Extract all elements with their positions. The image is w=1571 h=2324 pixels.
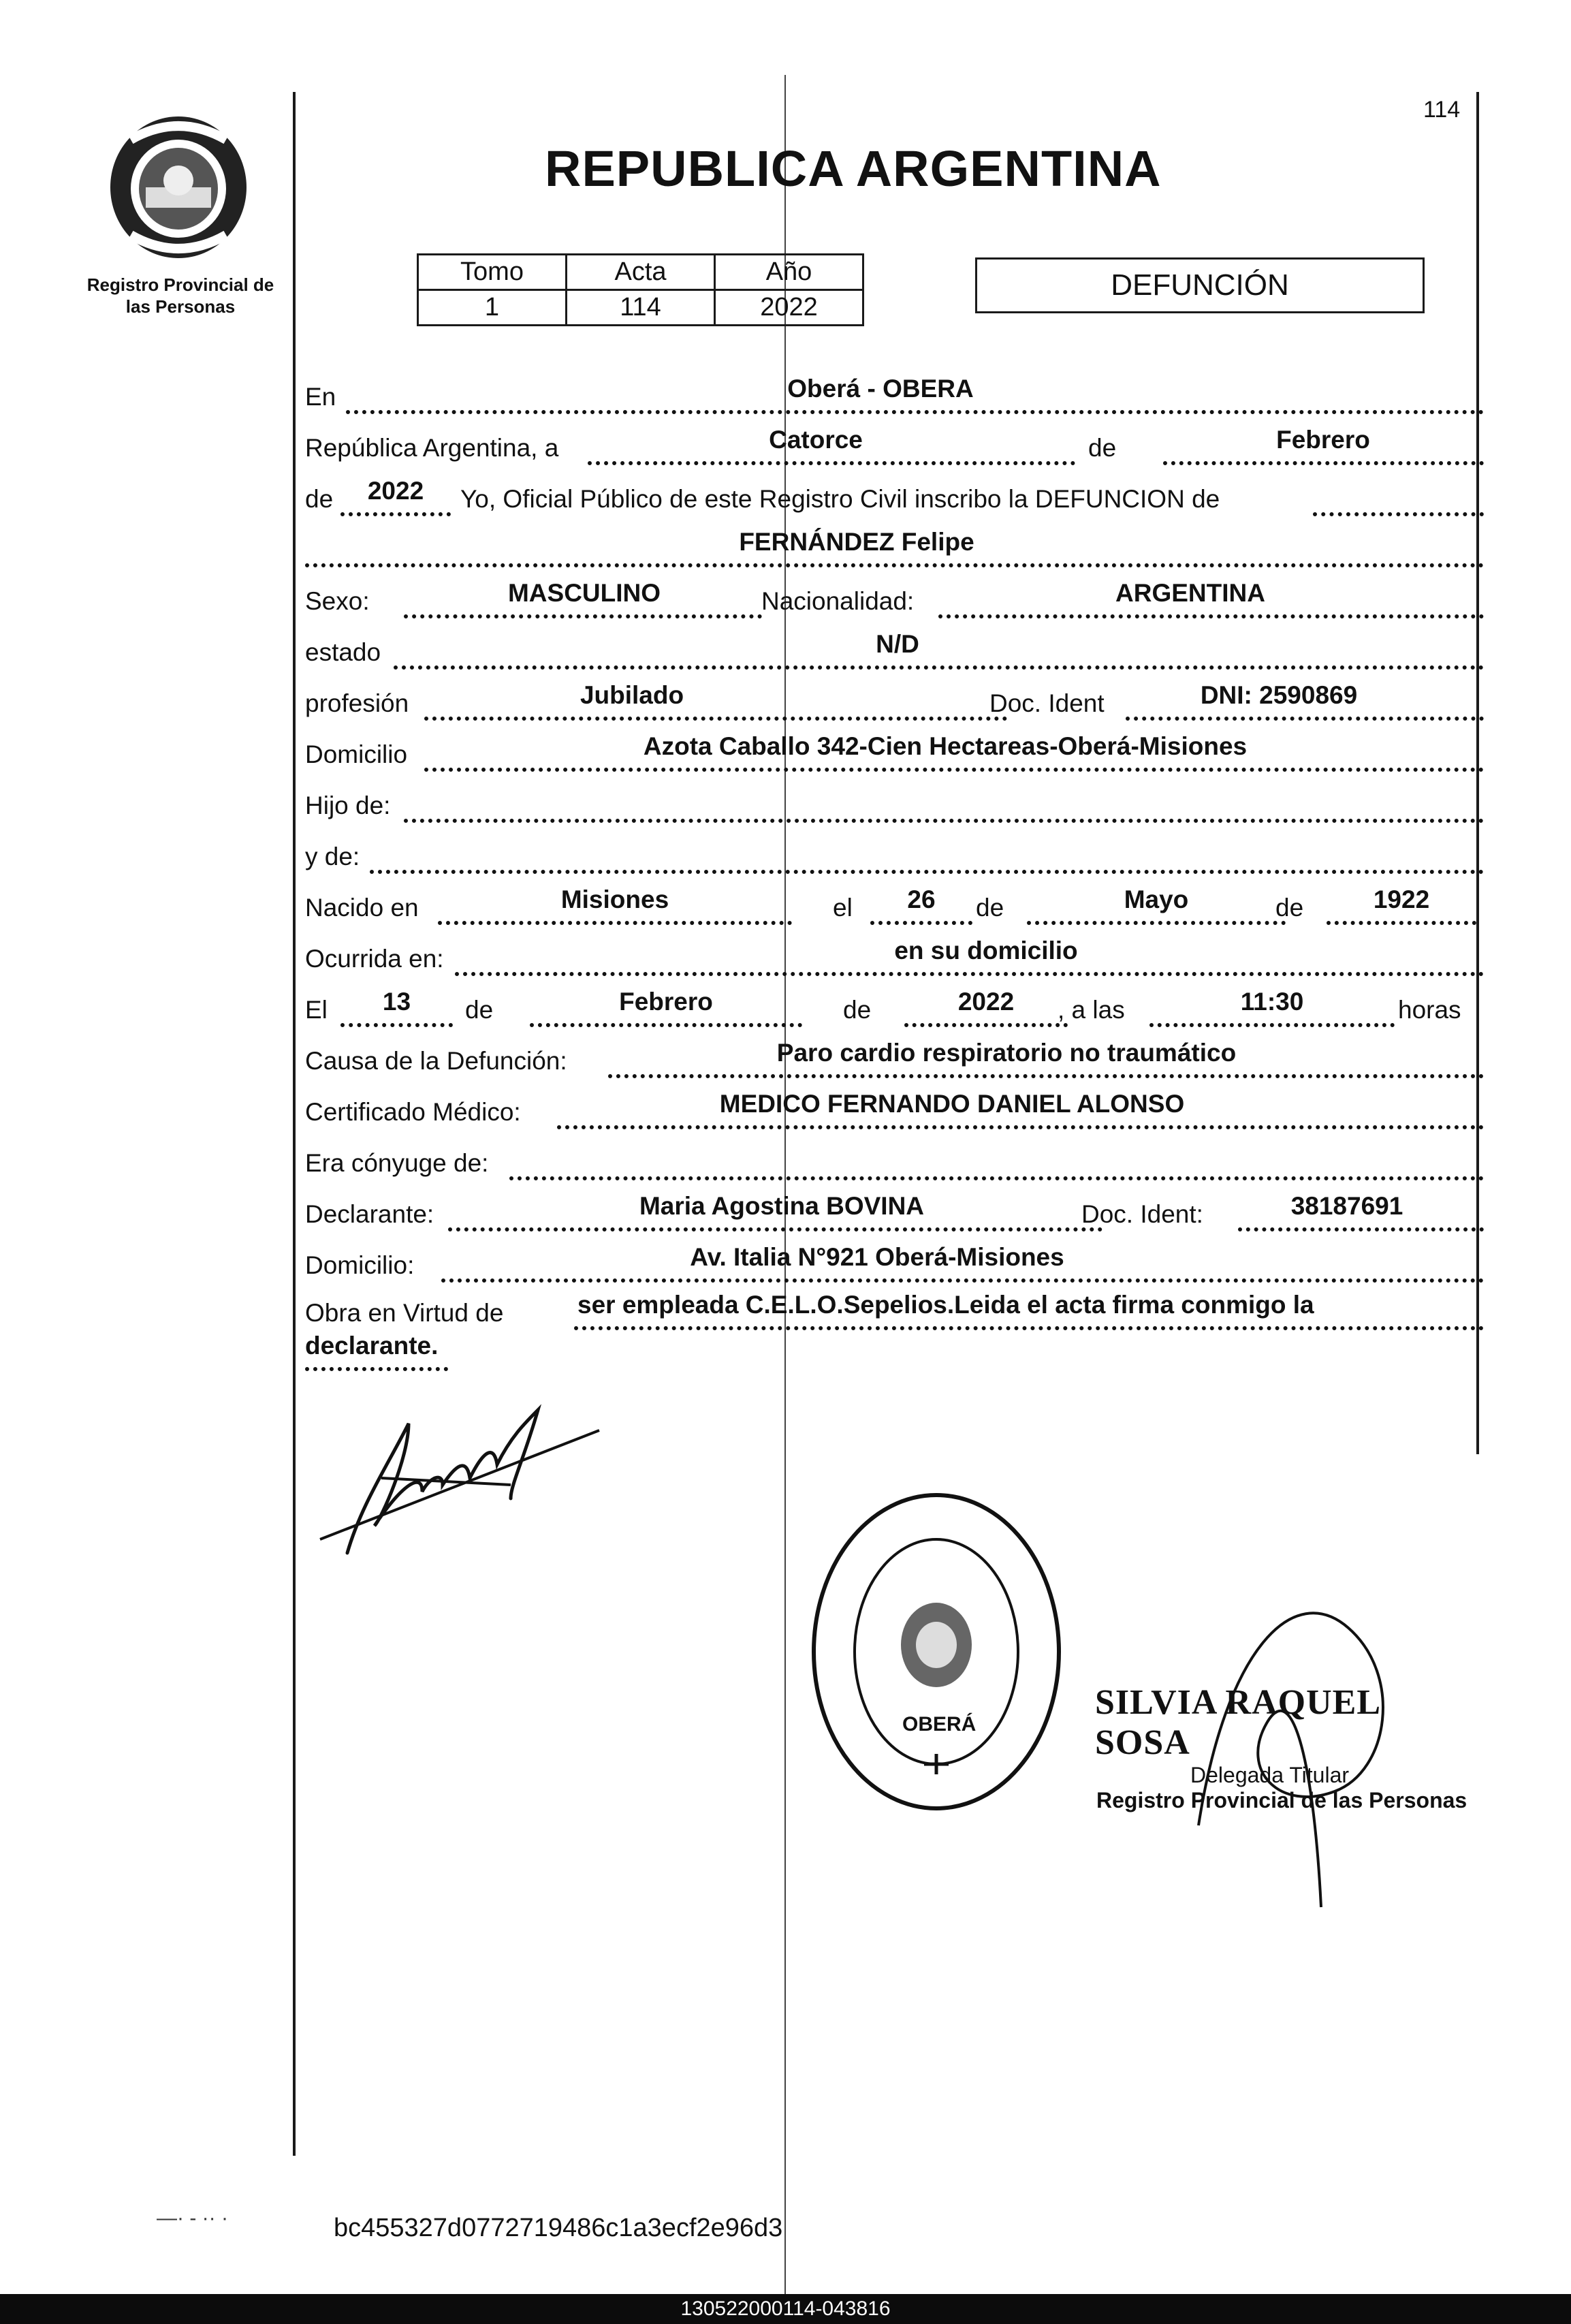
dotted-line <box>1313 509 1484 516</box>
death-year-value: 2022 <box>957 988 1015 1016</box>
ocurrida-label: Ocurrida en: <box>305 945 444 973</box>
signer-block <box>1095 1682 1476 1813</box>
row-death-date <box>305 988 1484 1027</box>
y-de-label: y de: <box>305 843 360 870</box>
estado-value: N/D <box>876 630 919 658</box>
dotted-line <box>588 458 1075 465</box>
certificado-label: Certificado Médico: <box>305 1098 521 1126</box>
left-margin-rule <box>293 92 296 2156</box>
tomo-value: 1 <box>418 290 567 326</box>
dotted-line <box>1027 918 1286 925</box>
declarante-value: Maria Agostina BOVINA <box>639 1192 925 1220</box>
tomo-header: Tomo <box>418 255 567 290</box>
dotted-line <box>305 561 1484 567</box>
row-certificado <box>305 1090 1484 1129</box>
birth-year-value: 1922 <box>1373 885 1430 913</box>
dotted-line <box>455 969 1484 976</box>
dotted-line <box>394 663 1484 670</box>
dotted-line <box>530 1020 802 1027</box>
act-type-box: DEFUNCIÓN <box>975 257 1425 313</box>
dotted-line <box>441 1276 1484 1283</box>
certificado-value: MEDICO FERNANDO DANIEL ALONSO <box>719 1090 1185 1118</box>
dotted-line <box>574 1323 1484 1330</box>
signer-role: Delegada Titular <box>1190 1763 1350 1787</box>
alas-label: , a las <box>1058 996 1125 1024</box>
de-label: de <box>843 996 872 1024</box>
place-value: Oberá - OBERA <box>787 375 974 403</box>
country-title: REPUBLICA ARGENTINA <box>545 140 1162 197</box>
death-time-value: 11:30 <box>1240 988 1304 1016</box>
acta-value: 114 <box>567 290 715 326</box>
en-label: En <box>305 383 336 411</box>
el-label: el <box>833 894 853 922</box>
declarant-signature <box>306 1383 633 1580</box>
de-label: de <box>465 996 494 1024</box>
registry-table <box>417 253 864 326</box>
dotted-line <box>1163 458 1484 465</box>
dotted-line <box>340 509 451 516</box>
doc-ident2-label: Doc. Ident: <box>1081 1200 1203 1228</box>
document-hash: bc455327d0772719486c1a3ecf2e96d3 <box>334 2214 783 2242</box>
dotted-line <box>557 1122 1484 1129</box>
dotted-line <box>424 714 1007 721</box>
dotted-line <box>424 765 1484 772</box>
dotted-line <box>1126 714 1484 721</box>
profesion-value: Jubilado <box>580 681 684 709</box>
dotted-line <box>1327 918 1476 925</box>
sexo-label: Sexo: <box>305 587 370 615</box>
stamp-city: OBERÁ <box>902 1713 977 1736</box>
row-conyuge <box>305 1141 1484 1180</box>
row-en <box>305 375 1484 414</box>
dotted-line <box>448 1225 1102 1231</box>
row-sexo <box>305 579 1484 618</box>
scan-mark: —· - ·· · <box>157 2207 228 2229</box>
dotted-line <box>404 612 762 618</box>
deceased-name-value: FERNÁNDEZ Felipe <box>739 528 974 556</box>
doc-ident-label: Doc. Ident <box>989 689 1105 717</box>
causa-label: Causa de la Defunción: <box>305 1047 567 1075</box>
intro-text: Yo, Oficial Público de este Registro Civil inscribo la DEFUNCION de <box>460 485 1220 513</box>
sexo-value: MASCULINO <box>507 579 661 607</box>
row-republica <box>305 426 1484 465</box>
year-value: 2022 <box>367 477 424 505</box>
dotted-line <box>438 918 792 925</box>
birth-month-value: Mayo <box>1124 885 1189 913</box>
el-label: El <box>305 996 328 1024</box>
nacionalidad-label: Nacionalidad: <box>761 587 915 615</box>
death-month-value: Febrero <box>619 988 713 1016</box>
dotted-line <box>346 407 1484 414</box>
acta-header: Acta <box>567 255 715 290</box>
row-domicilio-declarante <box>305 1243 1484 1283</box>
province-emblem <box>104 112 253 262</box>
dotted-line <box>608 1071 1484 1078</box>
dotted-line <box>1238 1225 1484 1231</box>
profesion-label: profesión <box>305 689 409 717</box>
row-obra <box>305 1291 1484 1330</box>
signer-name: SILVIA RAQUEL SOSA <box>1095 1683 1380 1762</box>
ano-header: Año <box>715 255 863 290</box>
official-stamp <box>807 1488 1066 1815</box>
domicilio-label: Domicilio <box>305 740 408 768</box>
republica-label: República Argentina, a <box>305 434 559 462</box>
barcode-strip: 130522000114-043816 <box>0 2294 1571 2324</box>
stamp-ring-text <box>821 1808 841 1809</box>
dotted-line <box>340 1020 453 1027</box>
dotted-line <box>370 867 1484 874</box>
birth-place-value: Misiones <box>560 885 669 913</box>
domicilio2-value: Av. Italia N°921 Oberá-Misiones <box>690 1243 1064 1271</box>
dotted-line <box>404 816 1484 823</box>
domicilio-value: Azota Caballo 342-Cien Hectareas-Oberá-Misiones <box>643 732 1248 760</box>
row-domicilio <box>305 732 1484 772</box>
hijo-label: Hijo de: <box>305 791 391 819</box>
signer-org: Registro Provincial de las Personas <box>1096 1788 1467 1812</box>
ano-value: 2022 <box>715 290 863 326</box>
birth-day-value: 26 <box>907 885 936 913</box>
row-profesion <box>305 681 1484 721</box>
row-declarante <box>305 1192 1484 1231</box>
conyuge-label: Era cónyuge de: <box>305 1149 489 1177</box>
row-ocurrida <box>305 937 1484 976</box>
domicilio2-label: Domicilio: <box>305 1251 415 1279</box>
de-label: de <box>976 894 1004 922</box>
de-label: de <box>1275 894 1304 922</box>
day-words-value: Catorce <box>769 426 863 454</box>
de-label: de <box>305 485 334 513</box>
row-hijo <box>305 783 1484 823</box>
de-label: de <box>1088 434 1117 462</box>
obra-value-continued: declarante. <box>305 1332 439 1360</box>
causa-value: Paro cardio respiratorio no traumático <box>776 1039 1237 1067</box>
dotted-line <box>509 1174 1484 1180</box>
month-value: Febrero <box>1276 426 1370 454</box>
row-y-de <box>305 834 1484 874</box>
page-number: 114 <box>1423 97 1461 123</box>
doc-ident-value: DNI: 2590869 <box>1200 681 1358 709</box>
dotted-line <box>938 612 1484 618</box>
horas-label: horas <box>1398 996 1461 1024</box>
nacido-label: Nacido en <box>305 894 419 922</box>
row-nacido <box>305 885 1484 925</box>
dotted-line <box>904 1020 1068 1027</box>
org-name: Registro Provincial de las Personas <box>86 274 274 317</box>
dotted-line <box>1149 1020 1395 1027</box>
death-day-value: 13 <box>382 988 411 1016</box>
dotted-line <box>870 918 972 925</box>
row-deceased-name <box>305 528 1484 567</box>
obra-label: Obra en Virtud de <box>305 1299 504 1327</box>
row-obra-cont <box>305 1332 1484 1371</box>
dotted-line <box>305 1364 448 1371</box>
row-intro <box>305 477 1484 516</box>
declarante-label: Declarante: <box>305 1200 434 1228</box>
nacionalidad-value: ARGENTINA <box>1115 579 1265 607</box>
doc-ident2-value: 38187691 <box>1290 1192 1403 1220</box>
row-estado <box>305 630 1484 670</box>
row-causa <box>305 1039 1484 1078</box>
estado-label: estado <box>305 638 381 666</box>
ocurrida-value: en su domicilio <box>894 937 1078 964</box>
obra-value: ser empleada C.E.L.O.Sepelios.Leida el acta firma conmigo la <box>577 1291 1314 1319</box>
